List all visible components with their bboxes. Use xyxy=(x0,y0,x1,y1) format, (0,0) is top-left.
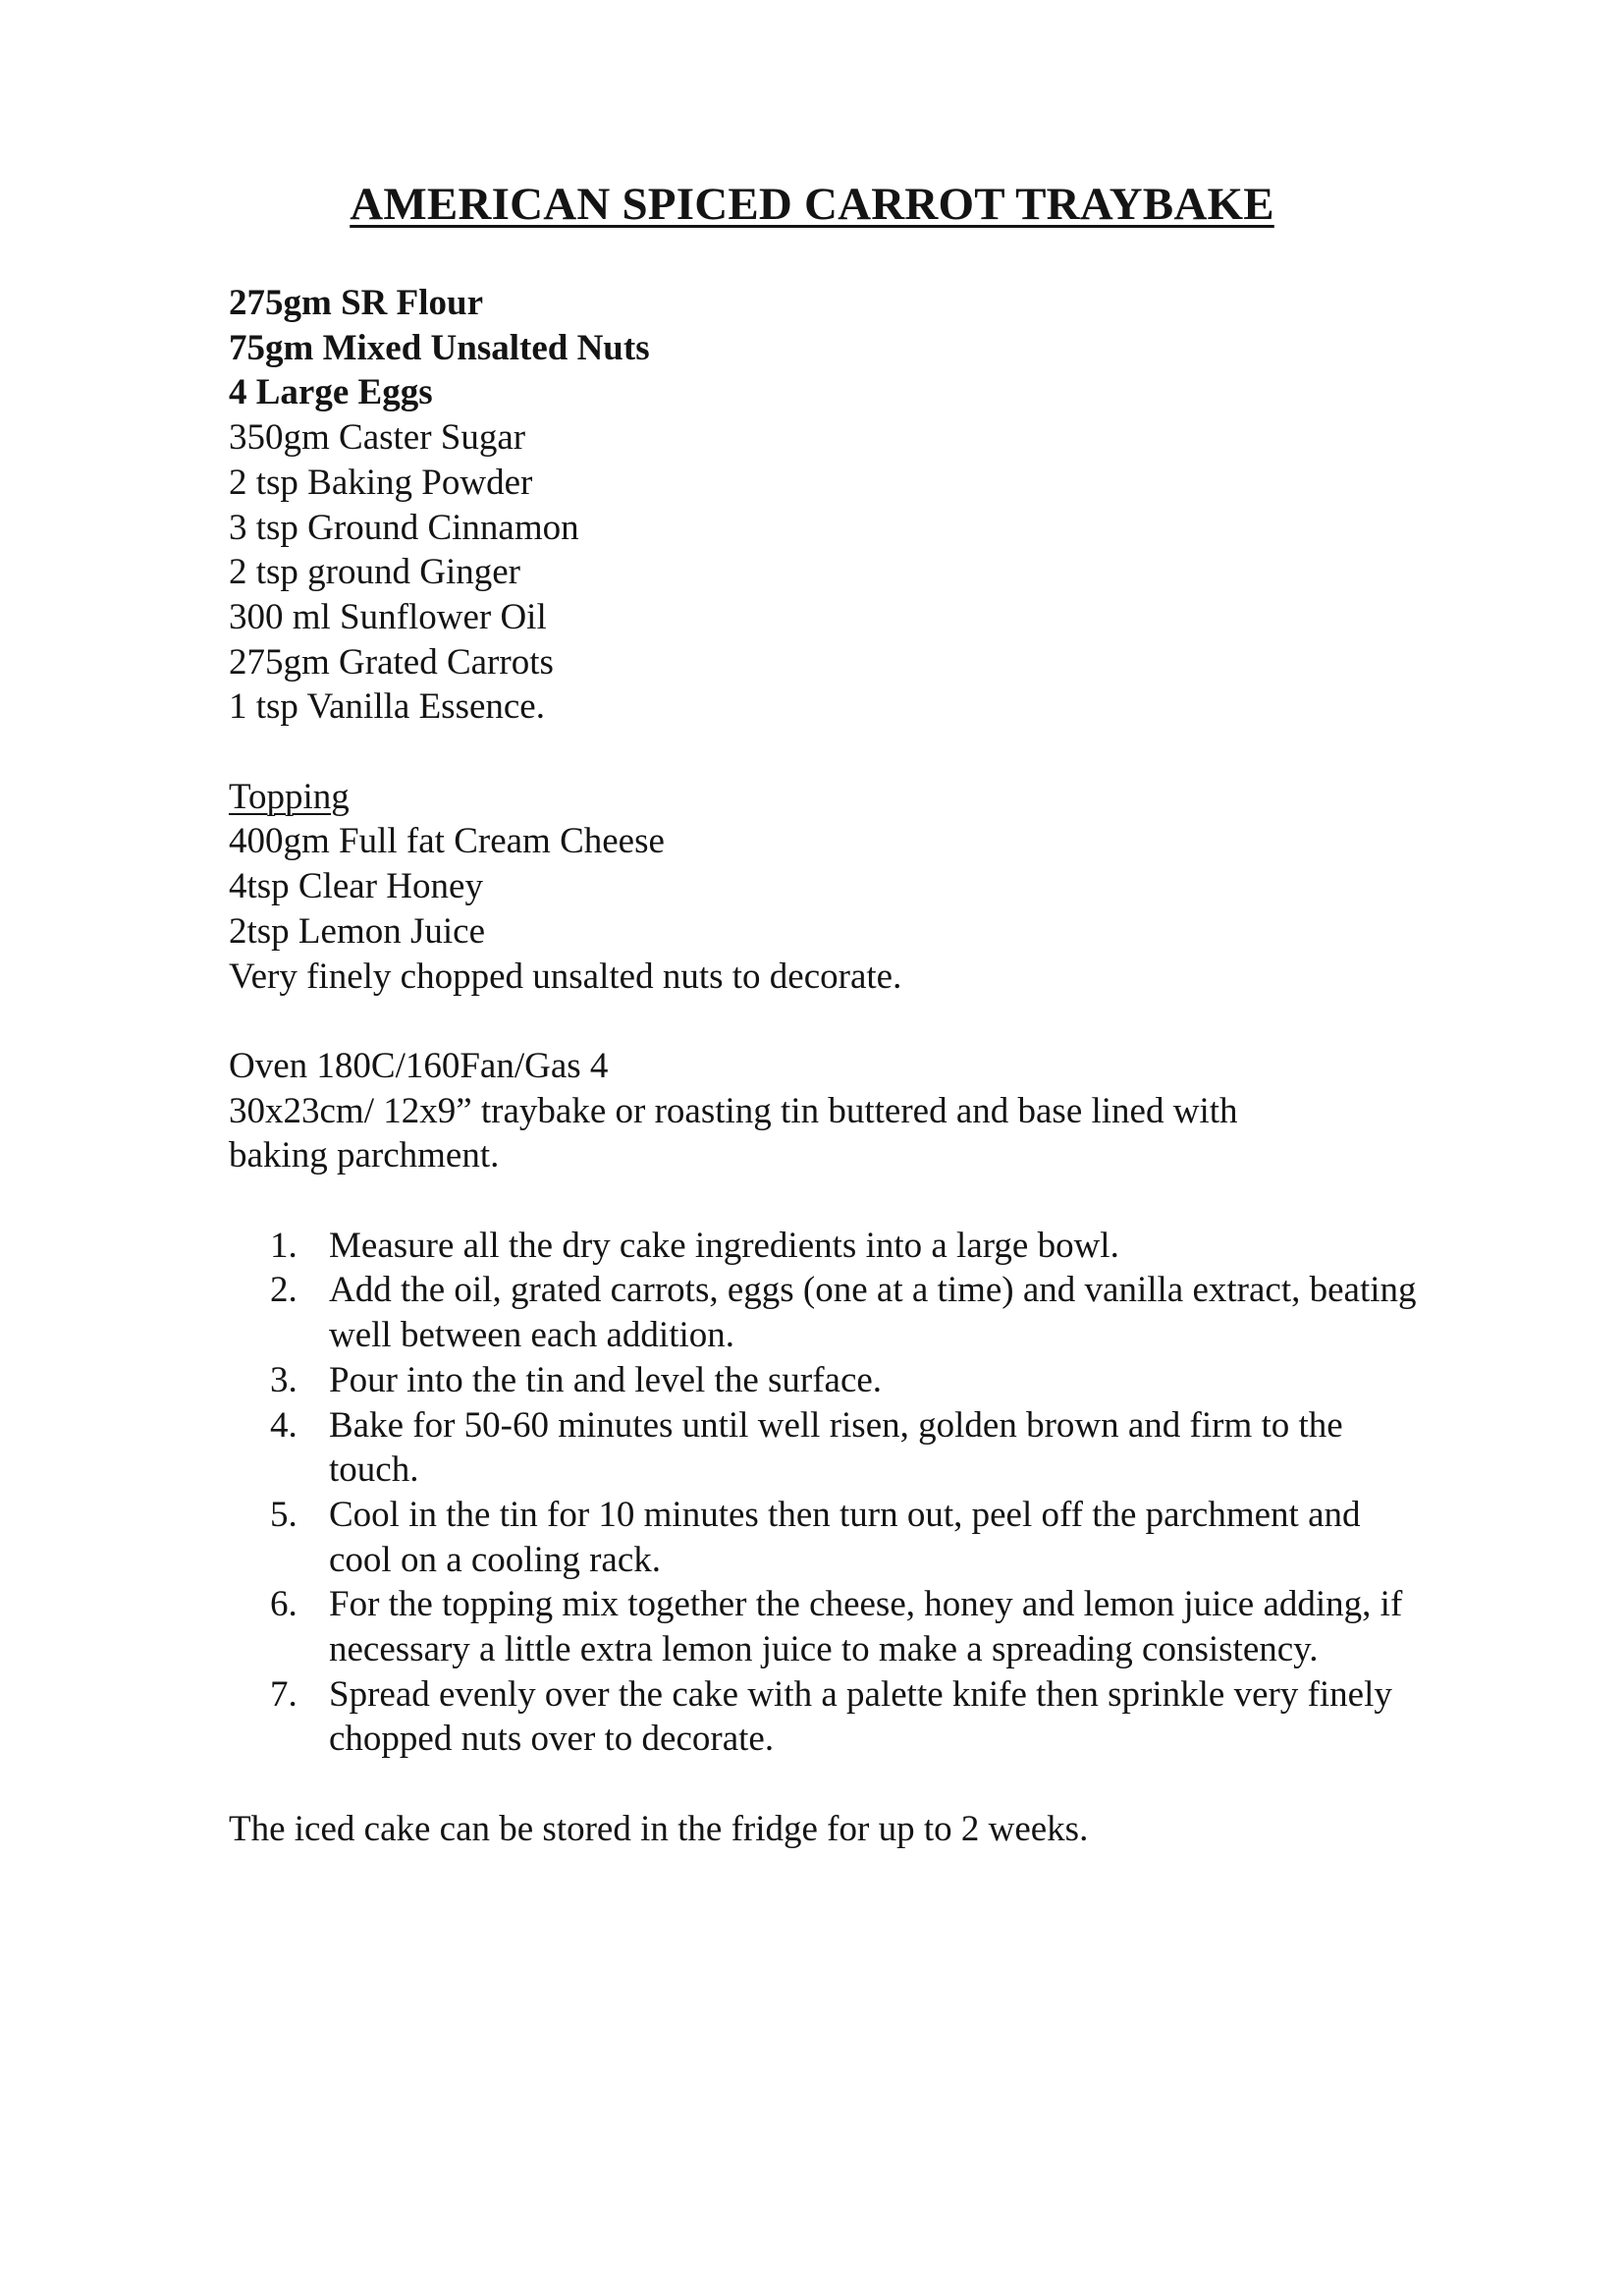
step-number: 6. xyxy=(270,1584,298,1625)
topping-section xyxy=(229,775,1407,1000)
storage-note: The iced cake can be stored in the fridge for up to 2 weeks. xyxy=(229,1808,1089,1849)
ingredient-line: 2 tsp Baking Powder xyxy=(229,462,533,503)
oven-temperature: Oven 180C/160Fan/Gas 4 xyxy=(229,1045,609,1086)
spacer xyxy=(229,730,1407,775)
tin-instructions: 30x23cm/ 12x9” traybake or roasting tin buttered and base lined with xyxy=(229,1090,1238,1131)
recipe-title: AMERICAN SPICED CARROT TRAYBAKE xyxy=(350,179,1274,230)
ingredients-list xyxy=(229,281,1407,730)
topping-item: 4tsp Clear Honey xyxy=(229,866,483,907)
ingredient-line: 75gm Mixed Unsalted Nuts xyxy=(229,327,650,368)
tin-instructions-cont: baking parchment. xyxy=(229,1135,500,1176)
ingredient-line: 300 ml Sunflower Oil xyxy=(229,596,547,637)
step-number: 7. xyxy=(270,1673,298,1715)
step-number: 2. xyxy=(270,1270,298,1311)
ingredient-line: 1 tsp Vanilla Essence. xyxy=(229,686,545,728)
spacer xyxy=(229,999,1407,1044)
step-number: 3. xyxy=(270,1359,298,1400)
method-steps xyxy=(229,1224,1417,1762)
topping-heading: Topping xyxy=(229,776,350,817)
oven-section xyxy=(229,1044,1407,1178)
step-text: Bake for 50-60 minutes until well risen, golden brown and firm to the touch. xyxy=(329,1404,1343,1491)
step-number: 1. xyxy=(270,1225,298,1266)
ingredient-line: 4 Large Eggs xyxy=(229,372,433,413)
step-text: Measure all the dry cake ingredients into a large bowl. xyxy=(329,1225,1119,1266)
ingredient-line: 275gm SR Flour xyxy=(229,283,483,323)
ingredient-line: 3 tsp Ground Cinnamon xyxy=(229,507,579,548)
ingredient-line: 2 tsp ground Ginger xyxy=(229,552,520,593)
method-step xyxy=(229,1672,1419,1762)
topping-item: 400gm Full fat Cream Cheese xyxy=(229,821,665,862)
recipe-body xyxy=(229,281,1417,1852)
spacer xyxy=(229,1762,1407,1807)
step-text: Add the oil, grated carrots, eggs (one at a time) and vanilla extract, beating well between each addition. xyxy=(329,1270,1417,1356)
step-text: For the topping mix together the cheese, honey and lemon juice adding, if necessary a little extra lemon juice to make a spreading consistency. xyxy=(329,1584,1403,1670)
method-step xyxy=(229,1403,1419,1493)
method-step xyxy=(229,1493,1419,1582)
step-number: 4. xyxy=(270,1404,298,1446)
step-number: 5. xyxy=(270,1494,298,1535)
method-step xyxy=(229,1268,1419,1357)
step-text: Cool in the tin for 10 minutes then turn out, peel off the parchment and cool on a cooling rack. xyxy=(329,1494,1361,1580)
ingredient-line: 350gm Caster Sugar xyxy=(229,417,526,459)
method-step xyxy=(229,1224,1419,1269)
step-text: Spread evenly over the cake with a palette knife then sprinkle very finely chopped nuts over to decorate. xyxy=(329,1673,1392,1760)
step-text: Pour into the tin and level the surface. xyxy=(329,1359,883,1400)
spacer xyxy=(229,1178,1407,1224)
ingredient-line: 275gm Grated Carrots xyxy=(229,641,554,683)
topping-item: Very finely chopped unsalted nuts to decorate. xyxy=(229,956,902,997)
method-step xyxy=(229,1582,1419,1671)
method-step xyxy=(229,1358,1419,1403)
topping-item: 2tsp Lemon Juice xyxy=(229,910,486,952)
